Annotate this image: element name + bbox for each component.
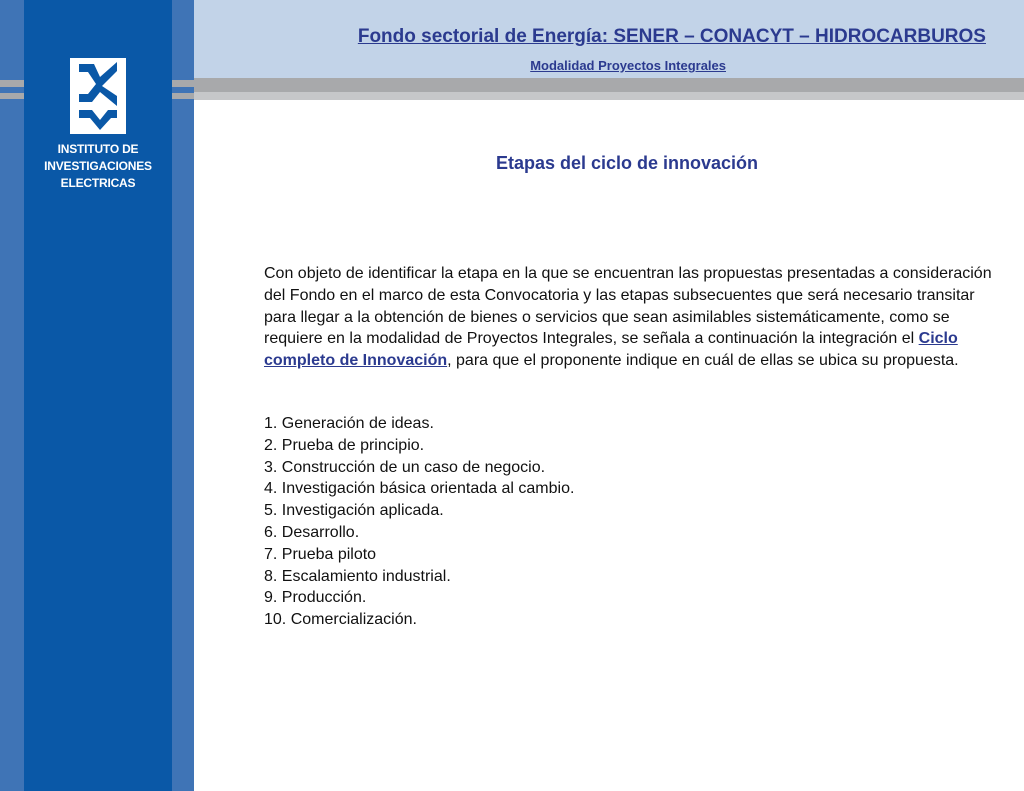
header-subtitle[interactable]: Modalidad Proyectos Integrales bbox=[530, 58, 726, 73]
paragraph-text-end: , para que el proponente indique en cuál de ellas se ubica su propuesta. bbox=[447, 352, 959, 370]
header-divider bbox=[194, 78, 1024, 92]
header-title[interactable]: Fondo sectorial de Energía: SENER – CONACYT – HIDROCARBUROS bbox=[357, 26, 986, 47]
slide-title: Etapas del ciclo de innovación bbox=[495, 153, 759, 173]
iie-logo-icon bbox=[70, 58, 126, 134]
intro-paragraph bbox=[264, 263, 994, 372]
paragraph-text: Con objeto de identificar la etapa en la que se encuentran las propuestas presentadas a consideración del Fondo en el marco de esta Convocatoria y las etapas subsecuentes que será necesario transitar para llegar a la obtención de bienes o servicios que sean asimilables sistemáticamente, como se requiere en la modalidad de Proyectos Integrales, se señala a continuación la integración el bbox=[264, 265, 992, 348]
sidebar-divider bbox=[0, 93, 24, 99]
sidebar-stripe-right bbox=[172, 0, 194, 791]
header-divider-light bbox=[194, 92, 1024, 100]
sidebar-divider bbox=[172, 80, 194, 87]
steps-list bbox=[264, 413, 864, 631]
list-item: 5. Investigación aplicada. bbox=[264, 502, 444, 520]
list-item: 1. Generación de ideas. bbox=[264, 415, 434, 432]
list-item: 7. Prueba piloto bbox=[264, 545, 377, 563]
logo-line-3: ELECTRICAS bbox=[60, 176, 136, 190]
list-item: 2. Prueba de principio. bbox=[264, 436, 425, 454]
sidebar-stripe-left bbox=[0, 0, 24, 791]
sidebar-divider bbox=[0, 80, 24, 87]
list-item: 3. Construcción de un caso de negocio. bbox=[264, 458, 546, 476]
list-item: 8. Escalamiento industrial. bbox=[264, 567, 451, 585]
list-item: 9. Producción. bbox=[264, 589, 367, 607]
sidebar-divider bbox=[172, 93, 194, 99]
logo-wordmark bbox=[24, 141, 172, 192]
list-item: 4. Investigación básica orientada al cambio. bbox=[264, 480, 575, 498]
list-item: 6. Desarrollo. bbox=[264, 523, 360, 541]
list-item: 10. Comercialización. bbox=[264, 611, 417, 629]
logo-line-2: INVESTIGACIONES bbox=[44, 159, 152, 173]
logo-line-1: INSTITUTO DE bbox=[57, 142, 139, 156]
innovation-cycle-link[interactable]: Ciclo completo de Innovación bbox=[264, 330, 958, 370]
